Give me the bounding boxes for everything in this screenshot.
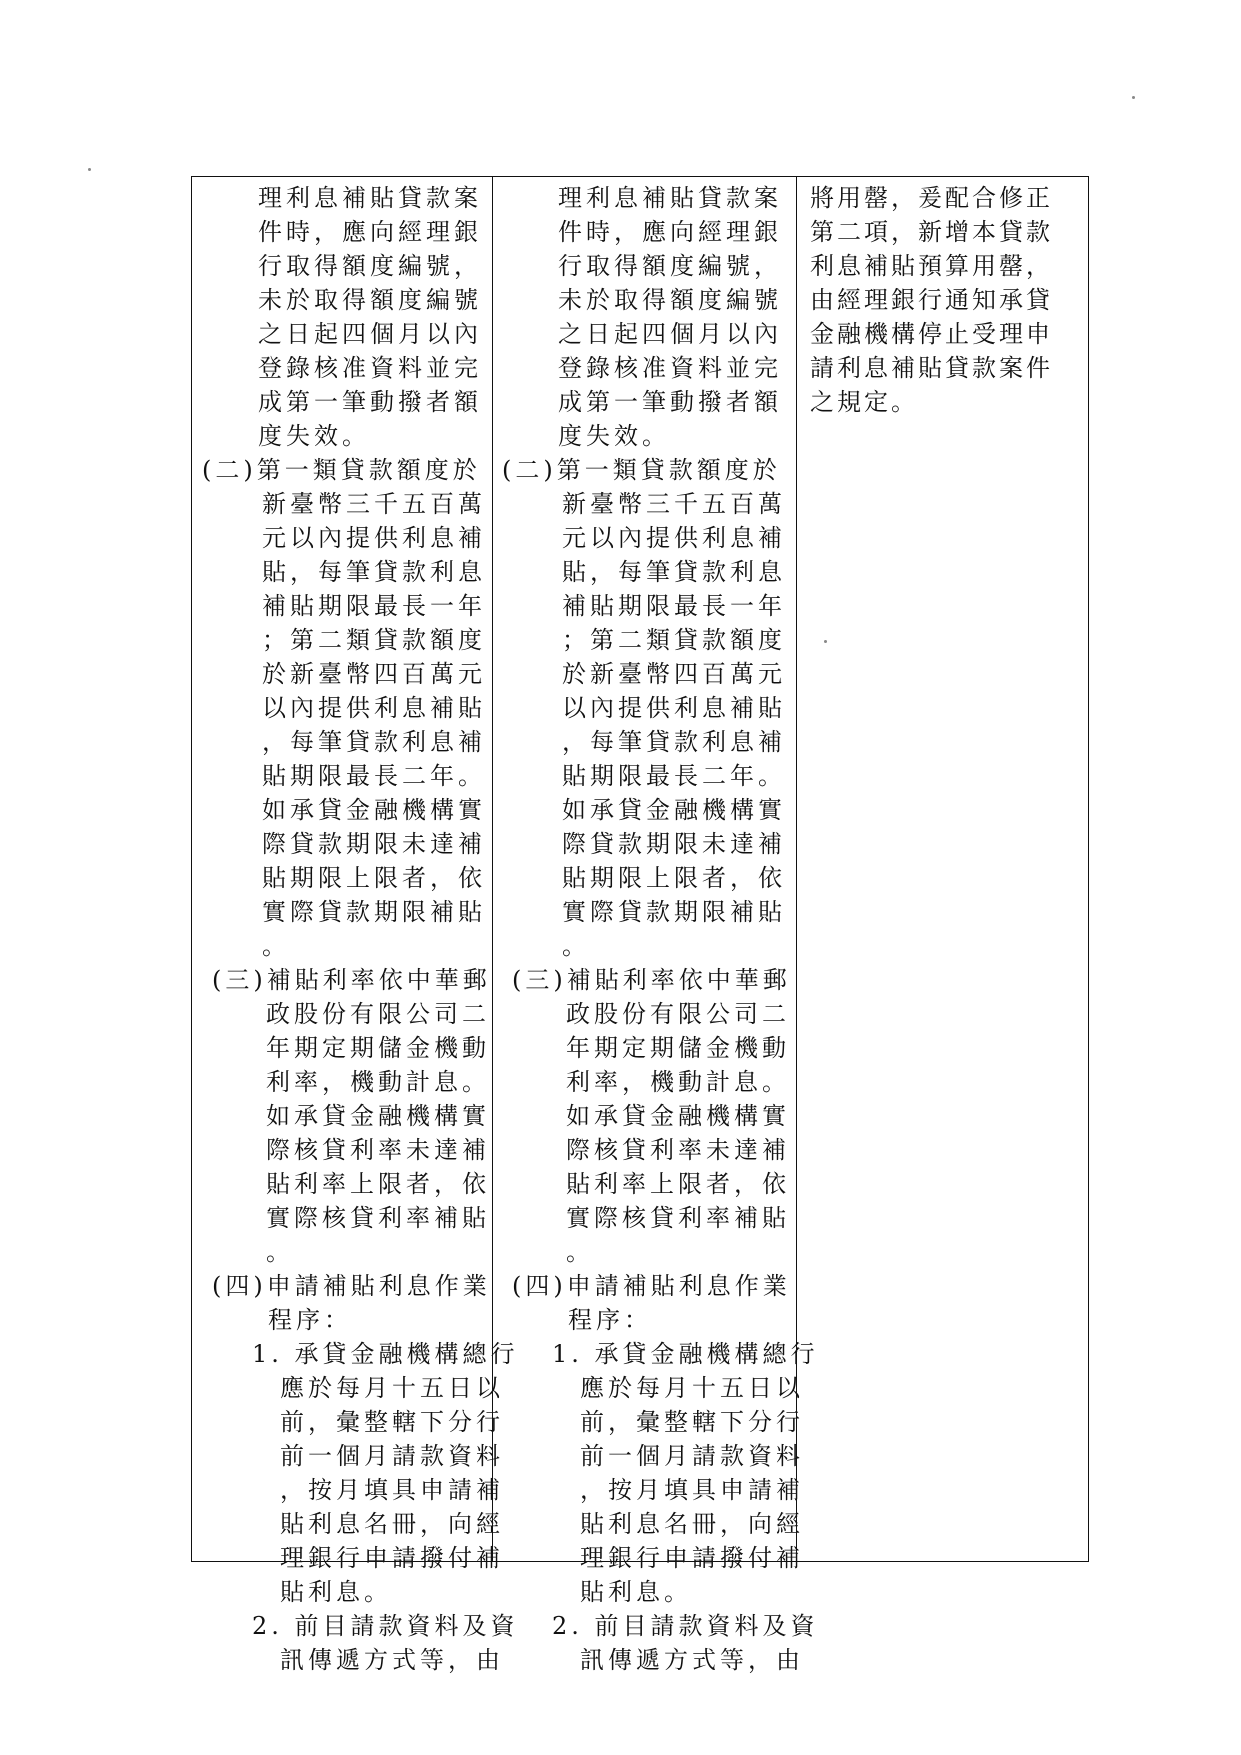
- text-line: ；第二類貸款額度: [562, 626, 786, 654]
- text-line: 行取得額度編號，: [558, 252, 782, 280]
- text-line: 成第一筆動撥者額: [258, 388, 482, 416]
- text-line: 第二項，新增本貸款: [810, 218, 1053, 246]
- text-line: ，每筆貸款利息補: [262, 728, 486, 756]
- text-line: 如承貸金融機構實: [566, 1102, 790, 1130]
- text-line: 由經理銀行通知承貸: [810, 286, 1053, 314]
- text-line: 元以內提供利息補: [562, 524, 786, 552]
- text-line: 訊傳遞方式等，由: [280, 1646, 504, 1674]
- text-line: 前一個月請款資料: [580, 1442, 804, 1470]
- scan-speck: [824, 640, 827, 643]
- text-line: 貼期限上限者，依: [262, 864, 486, 892]
- item-heading: (四)申請補貼利息作業: [512, 1272, 791, 1300]
- text-line: 應於每月十五日以: [580, 1374, 804, 1402]
- text-line: 之日起四個月以內: [558, 320, 782, 348]
- text-line: 貼利率上限者，依: [266, 1170, 490, 1198]
- text-line: 件時，應向經理銀: [558, 218, 782, 246]
- text-line: 利率，機動計息。: [266, 1068, 490, 1096]
- text-line: 登錄核准資料並完: [258, 354, 482, 382]
- item-heading: (三)補貼利率依中華郵: [212, 966, 491, 994]
- text-line: 。: [562, 932, 590, 960]
- text-line: 。: [566, 1238, 594, 1266]
- text-line: 之日起四個月以內: [258, 320, 482, 348]
- text-line: 貼利息。: [580, 1578, 692, 1606]
- text-line: 成第一筆動撥者額: [558, 388, 782, 416]
- text-line: 程序：: [268, 1306, 352, 1334]
- text-line: 將用罄，爰配合修正: [810, 184, 1053, 212]
- text-line: 貼利息。: [280, 1578, 392, 1606]
- text-line: 新臺幣三千五百萬: [562, 490, 786, 518]
- text-line: ，每筆貸款利息補: [562, 728, 786, 756]
- text-line: 於新臺幣四百萬元: [562, 660, 786, 688]
- text-line: 理銀行申請撥付補: [280, 1544, 504, 1572]
- text-line: 理利息補貼貸款案: [558, 184, 782, 212]
- scan-speck: [88, 168, 91, 171]
- text-line: 際貸款期限未達補: [262, 830, 486, 858]
- amended-text-column: [202, 181, 519, 1677]
- text-line: 理銀行申請撥付補: [580, 1544, 804, 1572]
- text-line: 貼，每筆貸款利息: [262, 558, 486, 586]
- text-line: 利息補貼預算用罄，: [810, 252, 1053, 280]
- item-heading: (四)申請補貼利息作業: [212, 1272, 491, 1300]
- text-line: 登錄核准資料並完: [558, 354, 782, 382]
- text-line: 理利息補貼貸款案: [258, 184, 482, 212]
- text-line: 請利息補貼貸款案件: [810, 354, 1053, 382]
- item-heading: (三)補貼利率依中華郵: [512, 966, 791, 994]
- text-line: 貼利息名冊，向經: [580, 1510, 804, 1538]
- text-line: 行取得額度編號，: [258, 252, 482, 280]
- text-line: 如承貸金融機構實: [562, 796, 786, 824]
- text-line: 如承貸金融機構實: [266, 1102, 490, 1130]
- text-line: 實際貸款期限補貼: [562, 898, 786, 926]
- item-heading: (二)第一類貸款額度於: [202, 456, 481, 484]
- item-heading: (二)第一類貸款額度於: [502, 456, 781, 484]
- text-line: 。: [266, 1238, 294, 1266]
- text-line: 之規定。: [810, 388, 918, 416]
- text-line: 際核貸利率未達補: [266, 1136, 490, 1164]
- text-line: 未於取得額度編號: [258, 286, 482, 314]
- text-line: 利率，機動計息。: [566, 1068, 790, 1096]
- text-line: 以內提供利息補貼: [262, 694, 486, 722]
- numbered-line: 2. 前目請款資料及資: [252, 1612, 519, 1640]
- text-line: 。: [262, 932, 290, 960]
- numbered-line: 1. 承貸金融機構總行: [252, 1340, 519, 1368]
- text-line: 未於取得額度編號: [558, 286, 782, 314]
- text-line: 於新臺幣四百萬元: [262, 660, 486, 688]
- text-line: 政股份有限公司二: [566, 1000, 790, 1028]
- text-line: 際核貸利率未達補: [566, 1136, 790, 1164]
- text-line: 貼期限最長二年。: [562, 762, 786, 790]
- text-line: 實際核貸利率補貼: [566, 1204, 790, 1232]
- text-line: 件時，應向經理銀: [258, 218, 482, 246]
- text-line: ；第二類貸款額度: [262, 626, 486, 654]
- text-line: ，按月填具申請補: [280, 1476, 504, 1504]
- text-line: 訊傳遞方式等，由: [580, 1646, 804, 1674]
- current-text-column: [502, 181, 819, 1677]
- explanation-column: [804, 181, 1086, 419]
- text-line: 前，彙整轄下分行: [280, 1408, 504, 1436]
- text-line: 新臺幣三千五百萬: [262, 490, 486, 518]
- text-line: 前一個月請款資料: [280, 1442, 504, 1470]
- comparison-table: [191, 176, 1089, 1674]
- text-line: 貼利率上限者，依: [566, 1170, 790, 1198]
- numbered-line: 1. 承貸金融機構總行: [552, 1340, 819, 1368]
- text-line: 度失效。: [258, 422, 370, 450]
- text-line: 補貼期限最長一年: [262, 592, 486, 620]
- text-line: 以內提供利息補貼: [562, 694, 786, 722]
- text-line: 年期定期儲金機動: [566, 1034, 790, 1062]
- text-line: 如承貸金融機構實: [262, 796, 486, 824]
- numbered-line: 2. 前目請款資料及資: [552, 1612, 819, 1640]
- text-line: 貼期限最長二年。: [262, 762, 486, 790]
- text-line: 年期定期儲金機動: [266, 1034, 490, 1062]
- text-line: ，按月填具申請補: [580, 1476, 804, 1504]
- text-line: 程序：: [568, 1306, 652, 1334]
- text-line: 金融機構停止受理申: [810, 320, 1053, 348]
- text-line: 元以內提供利息補: [262, 524, 486, 552]
- text-line: 度失效。: [558, 422, 670, 450]
- text-line: 補貼期限最長一年: [562, 592, 786, 620]
- text-line: 際貸款期限未達補: [562, 830, 786, 858]
- text-line: 貼利息名冊，向經: [280, 1510, 504, 1538]
- text-line: 政股份有限公司二: [266, 1000, 490, 1028]
- scan-speck: [1132, 96, 1135, 99]
- text-line: 前，彙整轄下分行: [580, 1408, 804, 1436]
- text-line: 實際貸款期限補貼: [262, 898, 486, 926]
- text-line: 貼期限上限者，依: [562, 864, 786, 892]
- text-line: 實際核貸利率補貼: [266, 1204, 490, 1232]
- text-line: 應於每月十五日以: [280, 1374, 504, 1402]
- text-line: 貼，每筆貸款利息: [562, 558, 786, 586]
